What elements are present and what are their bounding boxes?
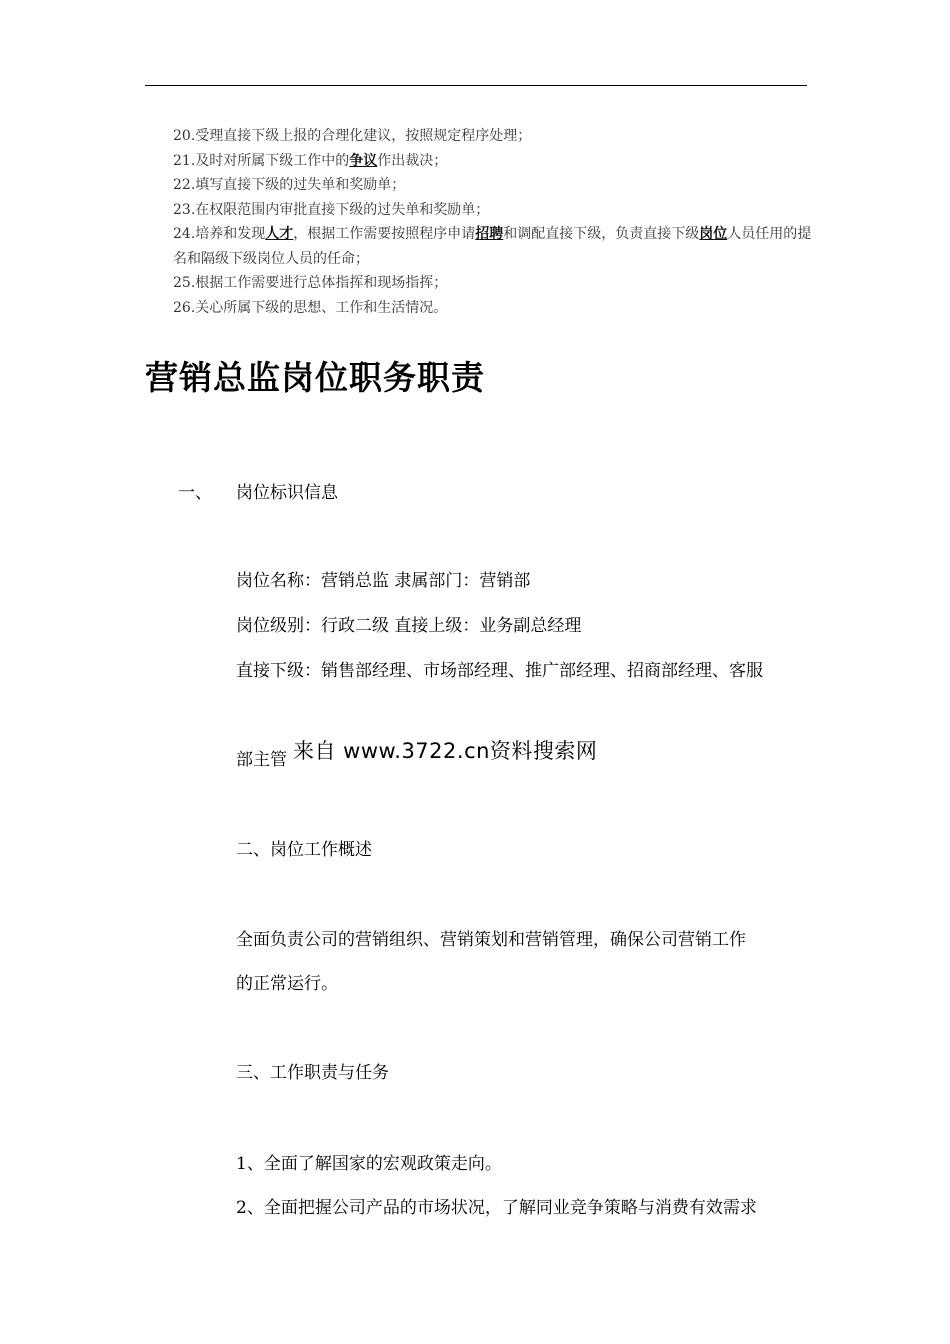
link-talent[interactable]: 人才 — [265, 226, 294, 242]
list-item: 23.在权限范围内审批直接下级的过失单和奖励单； — [173, 201, 490, 218]
link-dispute[interactable]: 争议 — [349, 152, 378, 169]
list-item: 26.关心所属下级的思想、工作和生活情况。 — [173, 299, 448, 316]
info-line-level: 岗位级别：行政二级 直接上级：业务副总经理 — [236, 616, 582, 636]
duty-list — [173, 124, 813, 320]
section-1-number: 一、 — [178, 483, 212, 503]
info-line-subordinates: 直接下级：销售部经理、市场部经理、推广部经理、招商部经理、客服 — [236, 661, 763, 681]
list-item: 25.根据工作需要进行总体指挥和现场指挥； — [173, 275, 448, 291]
info-line-name: 岗位名称：营销总监 隶属部门：营销部 — [236, 571, 531, 591]
link-recruit[interactable]: 招聘 — [475, 226, 504, 242]
section-3-heading: 三、工作职责与任务 — [236, 1063, 389, 1083]
section-3-item-1: 1、全面了解国家的宏观政策走向。 — [236, 1154, 502, 1174]
list-item: 20.受理直接下级上报的合理化建议，按照规定程序处理； — [173, 128, 532, 144]
document-title: 营销总监岗位职务职责 — [145, 358, 485, 397]
list-item: 22.填写直接下级的过失单和奖励单； — [173, 177, 406, 193]
link-post[interactable]: 岗位 — [699, 226, 728, 242]
watermark-text: 来自 www.3722.cn资料搜索网 — [293, 739, 598, 763]
section-2-heading: 二、岗位工作概述 — [236, 840, 372, 860]
info-line-subordinates-cont: 部主管 来自 www.3722.cn资料搜索网 — [236, 739, 598, 770]
list-item: 24.培养和发现人才，根据工作需要按照程序申请招聘和调配直接下级，负责直接下级岗位人员任用的提名和隔级下级岗位人员的任命； — [173, 226, 812, 267]
section-3-item-2: 2、全面把握公司产品的市场状况，了解同业竞争策略与消费有效需求 — [236, 1198, 757, 1218]
header-rule — [145, 85, 807, 86]
section-2-para-line1: 全面负责公司的营销组织、营销策划和营销管理，确保公司营销工作 — [236, 930, 746, 950]
section-1-heading — [178, 478, 338, 503]
section-1-label: 岗位标识信息 — [236, 483, 338, 503]
section-2-para-line2: 的正常运行。 — [236, 974, 338, 994]
list-item: 21.及时对所属下级工作中的争议作出裁决； — [173, 152, 448, 169]
